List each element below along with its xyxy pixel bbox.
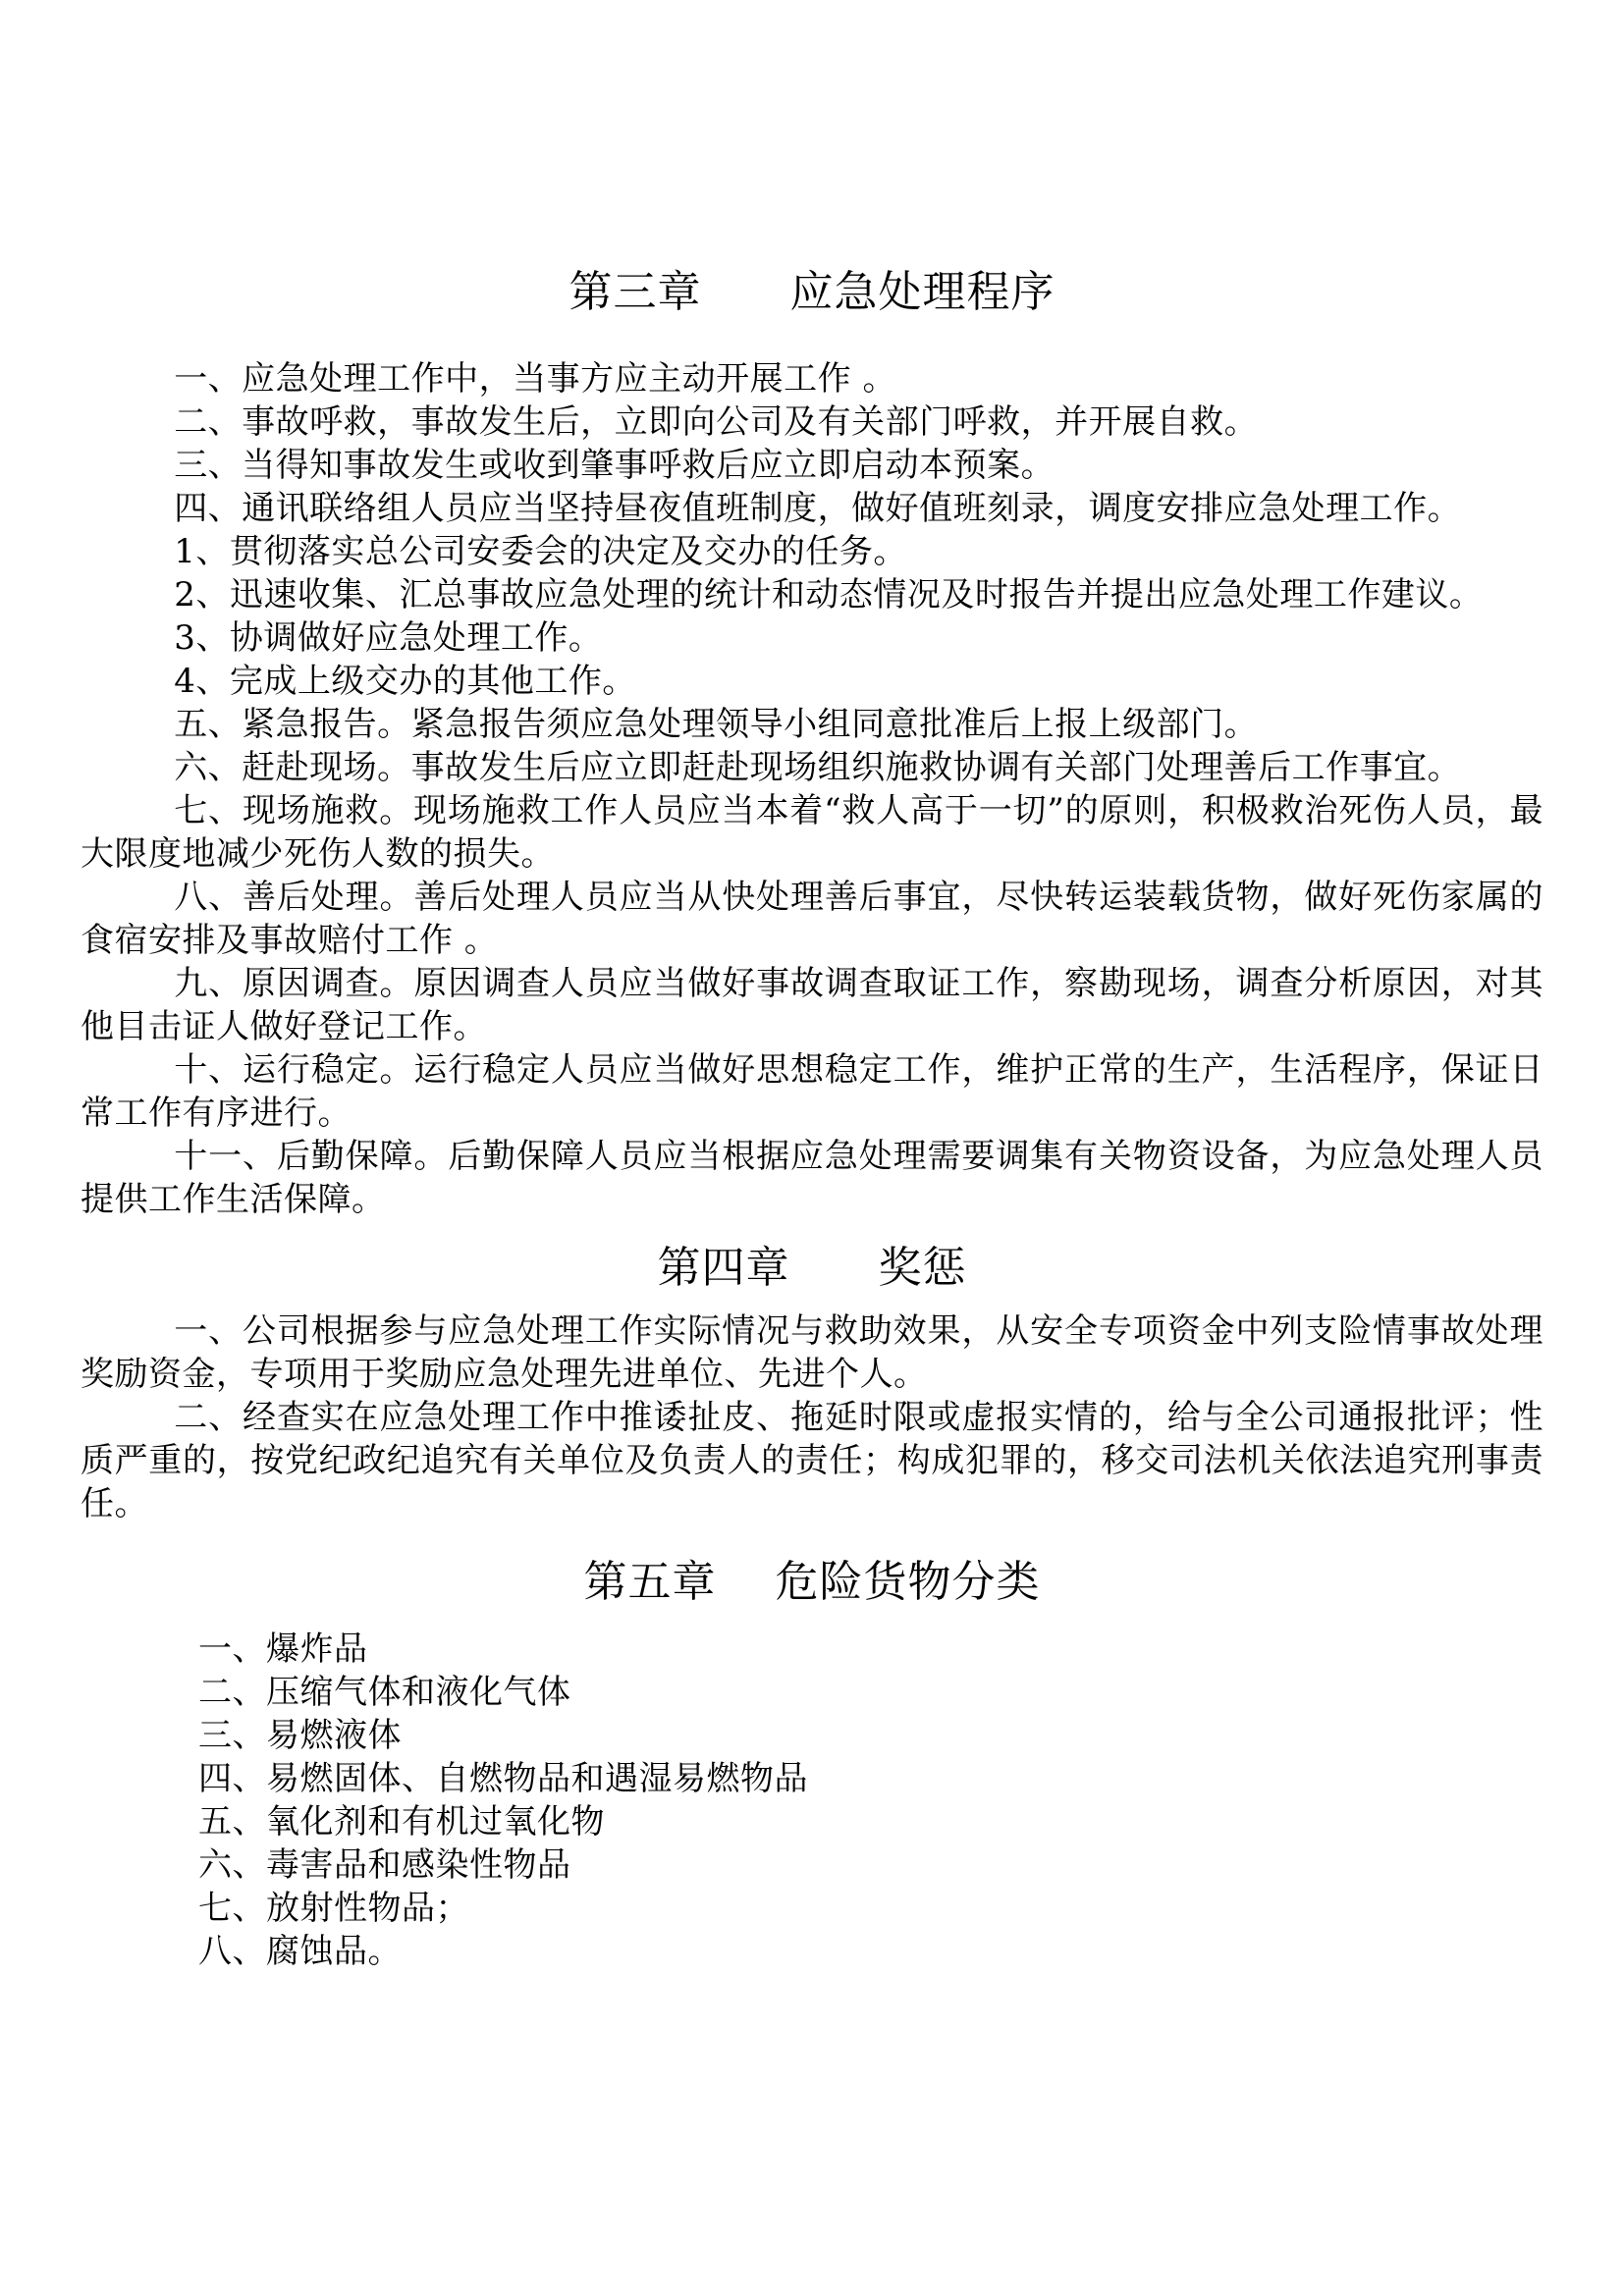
paragraph: 1、贯彻落实总公司安委会的决定及交办的任务。	[174, 532, 907, 571]
list-item: 七、放射性物品；	[198, 1889, 469, 1928]
list-item: 一、爆炸品	[198, 1629, 368, 1669]
paragraph: 三、当得知事故发生或收到肇事呼救后应立即启动本预案。	[174, 446, 1056, 485]
paragraph: 九、原因调查。原因调查人员应当做好事故调查取证工作，察勘现场，调查分析原因，对其他目击证人做好登记工作。	[81, 964, 1543, 1046]
paragraph: 一、公司根据参与应急处理工作实际情况与救助效果，从安全专项资金中列支险情事故处理奖励资金，专项用于奖励应急处理先进单位、先进个人。	[81, 1311, 1543, 1394]
list-item: 八、腐蚀品。	[198, 1932, 402, 1971]
paragraph: 五、紧急报告。紧急报告须应急处理领导小组同意批准后上报上级部门。	[174, 705, 1259, 744]
chapter-4-title: 第四章 奖惩	[657, 1243, 967, 1293]
chapter-3-body	[81, 357, 1543, 1221]
paragraph: 七、现场施救。现场施救工作人员应当本着“救人高于一切”的原则，积极救治死伤人员，最大限度地减少死伤人数的损失。	[81, 791, 1543, 874]
paragraph: 一、应急处理工作中，当事方应主动开展工作 。	[174, 359, 896, 399]
paragraph: 3、协调做好应急处理工作。	[174, 618, 603, 658]
paragraph: 十、运行稳定。运行稳定人员应当做好思想稳定工作，维护正常的生产，生活程序，保证日常工作有序进行。	[81, 1050, 1543, 1133]
paragraph: 二、经查实在应急处理工作中推诿扯皮、拖延时限或虚报实情的，给与全公司通报批评；性质严重的，按党纪政纪追究有关单位及负责人的责任；构成犯罪的，移交司法机关依法追究刑事责任。	[81, 1398, 1543, 1523]
list-item: 四、易燃固体、自燃物品和遇湿易燃物品	[198, 1759, 808, 1798]
list-item: 六、毒害品和感染性物品	[198, 1845, 571, 1885]
paragraph: 二、事故呼救，事故发生后，立即向公司及有关部门呼救，并开展自救。	[174, 402, 1259, 442]
paragraph: 六、赶赴现场。事故发生后应立即赶赴现场组织施救协调有关部门处理善后工作事宜。	[174, 748, 1462, 787]
paragraph: 2、迅速收集、汇总事故应急处理的统计和动态情况及时报告并提出应急处理工作建议。	[174, 575, 1484, 614]
paragraph: 4、完成上级交办的其他工作。	[174, 662, 636, 701]
document-body	[81, 257, 1543, 1973]
list-item: 三、易燃液体	[198, 1716, 402, 1755]
chapter-4-body	[81, 1309, 1543, 1525]
paragraph: 十一、后勤保障。后勤保障人员应当根据应急处理需要调集有关物资设备，为应急处理人员提供工作生活保障。	[81, 1137, 1543, 1219]
chapter-3-title: 第三章 应急处理程序	[568, 267, 1056, 317]
dangerous-goods-list	[81, 1628, 1543, 1973]
paragraph: 八、善后处理。善后处理人员应当从快处理善后事宜，尽快转运装载货物，做好死伤家属的食宿安排及事故赔付工作 。	[81, 878, 1543, 960]
chapter-5-title: 第五章 危险货物分类	[583, 1557, 1041, 1607]
paragraph: 四、通讯联络组人员应当坚持昼夜值班制度，做好值班刻录，调度安排应急处理工作。	[174, 489, 1462, 528]
list-item: 五、氧化剂和有机过氧化物	[198, 1802, 605, 1842]
list-item: 二、压缩气体和液化气体	[198, 1673, 571, 1712]
